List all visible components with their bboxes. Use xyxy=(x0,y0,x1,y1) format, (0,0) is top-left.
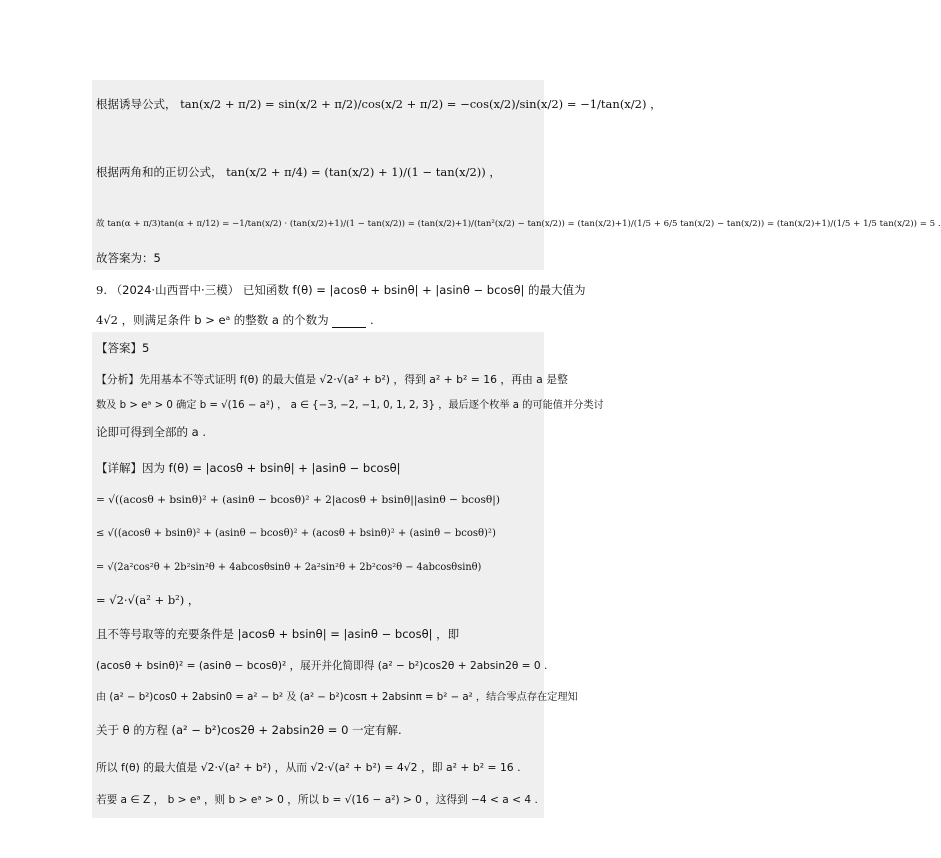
problem-number: 9. xyxy=(96,283,107,297)
analysis-line-1 xyxy=(96,372,568,388)
tangent-sum-formula: tan(x/2 + π/4) = (tan(x/2) + 1)/(1 − tan(x/2)) ， xyxy=(226,165,501,179)
induction-formula: tan(x/2 + π/2) = sin(x/2 + π/2)/cos(x/2 + π/2) = −cos(x/2)/sin(x/2) = −1/tan(x/2) ， xyxy=(180,97,662,111)
analysis-text-1: 先用基本不等式证明 f(θ) 的最大值是 √2·√(a² + b²) ，得到 a² + b² = 16 ，再由 a 是整 xyxy=(139,373,568,386)
analysis-text-2: 数及 b > eᵃ > 0 确定 b = √(16 − a²) ， a ∈ {−3, −2, −1, 0, 1, 2, 3} ，最后逐个枚举 a 的可能值并分类讨 xyxy=(96,400,604,411)
problem-text-b: ，则满足条件 b > eᵃ 的整数 a 的个数为 xyxy=(121,313,329,327)
answer-line xyxy=(96,250,161,266)
problem-end: . xyxy=(369,313,374,327)
analysis-label: 【分析】 xyxy=(96,373,140,386)
induction-formula-line xyxy=(96,96,662,112)
previous-answer-text: 故答案为：5 xyxy=(96,251,161,265)
answer-label: 【答案】 xyxy=(96,341,142,355)
detail-step-3 xyxy=(96,560,481,576)
detail-intro: 因为 f(θ) = |acosθ + bsinθ| + |asinθ − bcosθ| xyxy=(142,461,401,475)
problem-line-1 xyxy=(96,282,586,298)
detail-step-4-text: = √2·√(a² + b²) ， xyxy=(96,593,200,607)
analysis-line-2 xyxy=(96,398,604,414)
zero-point-text-2: 关于 θ 的方程 (a² − b²)cos2θ + 2absin2θ = 0 一定有解. xyxy=(96,723,402,737)
equality-condition-line xyxy=(96,626,459,642)
max-value-text: 所以 f(θ) 的最大值是 √2·√(a² + b²) ，从而 √2·√(a² + b²) = 4√2 ，即 a² + b² = 16 . xyxy=(96,761,521,774)
expand-text: (acosθ + bsinθ)² = (asinθ − bcosθ)² ，展开并化简即得 (a² − b²)cos2θ + 2absin2θ = 0 . xyxy=(96,660,548,672)
detail-step-1 xyxy=(96,492,500,508)
zero-point-line-2 xyxy=(96,722,402,738)
final-line xyxy=(96,792,538,808)
zero-point-text-1: 由 (a² − b²)cos0 + 2absin0 = a² − b² 及 (a² − b²)cosπ + 2absinπ = b² − a² ，结合零点存在定理知 xyxy=(96,692,578,703)
answer-value: 5 xyxy=(142,341,150,355)
zero-point-line-1 xyxy=(96,690,578,706)
detail-step-2 xyxy=(96,526,496,542)
final-text: 若要 a ∈ Z ， b > eᵃ ，则 b > eᵃ > 0 ，所以 b = √(16 − a²) > 0 ，这得到 −4 < a < 4 . xyxy=(96,794,538,806)
expand-line xyxy=(96,658,547,674)
detail-intro-line xyxy=(96,460,401,476)
detail-step-3-text: = √(2a²cos²θ + 2b²sin²θ + 4abcosθsinθ + 2a²sin²θ + 2b²cos²θ − 4abcosθsinθ) xyxy=(96,562,482,573)
answer-row xyxy=(96,340,149,356)
analysis-line-3 xyxy=(96,424,206,440)
answer-blank xyxy=(332,315,366,328)
problem-source: （2024·山西晋中·三模） xyxy=(110,283,240,297)
therefore-formula-line xyxy=(96,216,941,232)
analysis-text-3: 论即可得到全部的 a . xyxy=(96,425,207,439)
equality-condition-text: 且不等号取等的充要条件是 |acosθ + bsinθ| = |asinθ − bcosθ| ，即 xyxy=(96,627,460,641)
max-value-line xyxy=(96,760,521,776)
detail-step-1-text: = √((acosθ + bsinθ)² + (asinθ − bcosθ)² + 2|acosθ + bsinθ||asinθ − bcosθ|) xyxy=(96,494,500,506)
detail-step-2-text: ≤ √((acosθ + bsinθ)² + (asinθ − bcosθ)² + (acosθ + bsinθ)² + (asinθ − bcosθ)²) xyxy=(96,528,496,539)
detail-step-4 xyxy=(96,592,199,608)
therefore-formula: 故 tan(α + π/3)tan(α + π/12) = −1/tan(x/2) · (tan(x/2)+1)/(1 − tan(x/2)) = (tan(x/2)+1)/(tan²(x/2) − tan(x/2)) = (tan(x/2)+1)/(1/5 + 6/5 tan(x/2) − tan(x/2)) = (tan(x/2)+1)/(1/5 + 1/5 tan(x/2)) = 5 . xyxy=(96,219,941,229)
problem-line-2 xyxy=(96,312,374,328)
problem-text-a: 已知函数 f(θ) = |acosθ + bsinθ| + |asinθ − bcosθ| 的最大值为 xyxy=(242,283,586,297)
tangent-sum-label: 根据两角和的正切公式， xyxy=(96,165,223,179)
detail-label: 【详解】 xyxy=(96,461,142,475)
problem-max-value: 4√2 xyxy=(96,313,118,327)
induction-label: 根据诱导公式， xyxy=(96,97,177,111)
tangent-sum-line xyxy=(96,164,501,180)
